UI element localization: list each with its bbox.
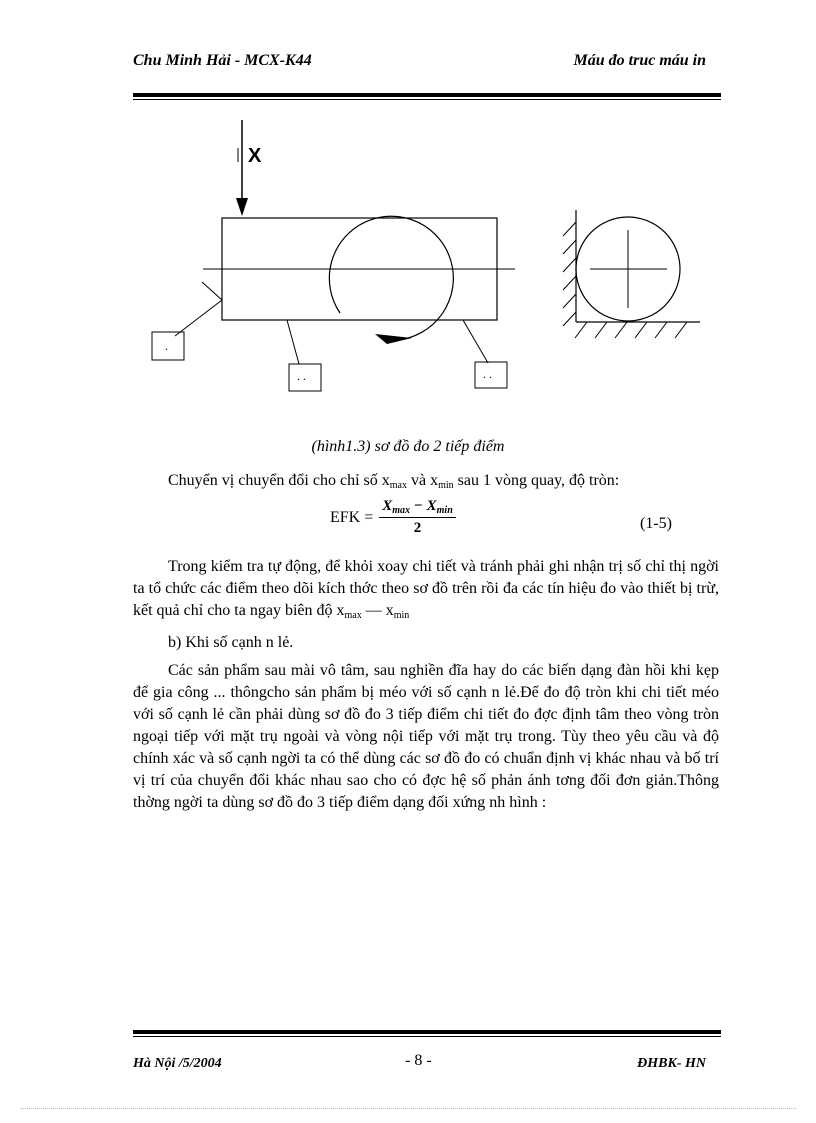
paragraph-4: Các sản phẩm sau mài vô tâm, sau nghiền đĩa hay do các biến dạng đàn hồi khi kẹp để gia công ... thôngcho sản phẩm bị méo với số cạnh n lẻ.Để đo độ tròn khi chi tiết méo với số cạnh lẻ cần phải dùng sơ đồ đo 3 tiếp điểm chi tiết đo đợc định tâm theo vòng tròn ngoại tiếp với mặt trụ ngoài và vòng nội tiếp với mặt trụ trong. Tùy theo yêu cầu và độ chính xác và số cạnh ngời ta có thể dùng các sơ đồ đo có chuẩn định vị khác nhau và bố trí vị trí của chuyển đổi khác nhau sao cho có đợc hệ số phản ánh tơng đối đơn giản.Thông thờng ngời ta dùng sơ đồ đo 3 tiếp điểm dạng đối xứng nh hình :: [133, 662, 719, 811]
paragraph-2: Trong kiểm tra tự động, để khỏi xoay chi tiết và tránh phải ghi nhận trị số chỉ thị ngời ta tổ chức các điểm theo dõi kích thớc theo sơ đồ trên rồi đa các tín hiệu đo vào thiết bị trừ, kết quả chỉ cho ta ngay biên độ $x_{max}$ — $x_{min}$: [133, 558, 719, 621]
footer-rule: [133, 1030, 721, 1034]
leader-3: [463, 320, 488, 363]
footer-left: Hà Nội /5/2004: [133, 1056, 222, 1071]
measurement-diagram: [135, 118, 705, 398]
header-right: Máu đo truc máu in: [573, 52, 706, 69]
sensor-box-2-label: . .: [297, 369, 306, 383]
figure-caption: (hình1.3) sơ đồ đo 2 tiếp điểm: [311, 438, 505, 455]
header-rule: [133, 93, 721, 97]
page-number: - 8 -: [405, 1052, 432, 1069]
paragraph-3: b) Khi số cạnh n lẻ.: [168, 634, 294, 651]
paragraph-1: Chuyển vị chuyển đổi cho chỉ số $x_{max}$ và $x_{min}$ sau 1 vòng quay, độ tròn:: [168, 472, 620, 491]
sensor-box-1: [152, 332, 184, 360]
rotation-arrow-head: [375, 334, 412, 344]
sensor-box-1-label: .: [165, 339, 168, 353]
label-x: X: [248, 145, 262, 167]
sensor-box-3-label: . .: [483, 367, 492, 381]
header-rule-thin: [133, 99, 721, 100]
leader-1: [175, 300, 222, 336]
force-arrow-head: [236, 198, 248, 216]
formula-efk: EFK = $\frac{X_{max} - X_{min}}{2}$: [330, 498, 456, 537]
page-edge-dotted: [20, 1108, 796, 1109]
leader-2: [287, 320, 299, 364]
header-left: Chu Minh Hải - MCX-K44: [133, 52, 312, 69]
rotation-arc: [329, 216, 453, 340]
equation-number: (1-5): [640, 515, 672, 532]
leader-1b: [202, 282, 222, 300]
footer-right: ĐHBK- HN: [637, 1056, 706, 1071]
footer-rule-thin: [133, 1036, 721, 1037]
